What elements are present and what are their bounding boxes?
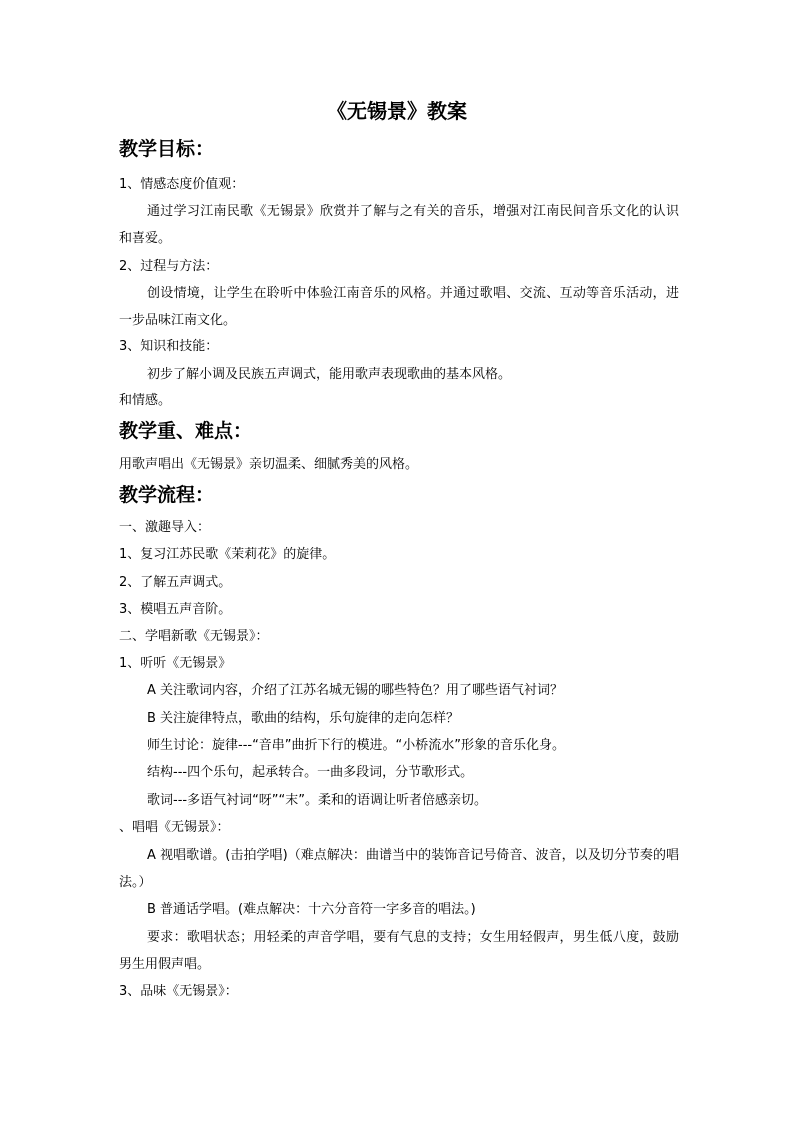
sing-item-b: B 普通话学唱。(难点解决：十六分音符一字多音的唱法。): [147, 902, 476, 917]
key-points-text: 用歌声唱出《无锡景》亲切温柔、细腻秀美的风格。: [119, 457, 419, 472]
process-part-1-label: 一、激趣导入：: [119, 520, 211, 535]
process-heading: 教学流程：: [119, 484, 215, 506]
sing-item-a: A 视唱歌谱。(击拍学唱)（难点解决：曲谱当中的装饰音记号倚音、波音，以及切分节奏的唱法。）: [119, 848, 679, 890]
discussion-text: 师生讨论：旋律---“音串”曲折下行的模进。“小桥流水”形象的音乐化身。: [147, 738, 566, 753]
objective-1-label: 1、情感态度价值观：: [119, 177, 245, 192]
taste-label: 3、品味《无锡景》：: [119, 984, 238, 999]
process-part-2-label: 二、学唱新歌《无锡景》：: [119, 629, 269, 644]
objective-3-tail: 和情感。: [119, 393, 172, 408]
sing-label: 、唱唱《无锡景》：: [119, 820, 230, 835]
objectives-heading: 教学目标：: [119, 138, 215, 160]
requirement-text: 要求：歌唱状态；用轻柔的声音学唱，要有气息的支持；女生用轻假声，男生低八度，鼓励男生用假声唱。: [119, 930, 679, 972]
objective-1-text: 通过学习江南民歌《无锡景》欣赏并了解与之有关的音乐，增强对江南民间音乐文化的认识和喜爱。: [119, 204, 679, 246]
process-part-1-step-3: 3、模唱五声音阶。: [119, 602, 232, 617]
lyrics-text: 歌词---多语气衬词“呀”“末”。柔和的语调让听者倍感亲切。: [147, 793, 488, 808]
listen-label: 1、听听《无锡景》: [119, 656, 232, 671]
structure-text: 结构---四个乐句，起承转合。一曲多段词，分节歌形式。: [147, 765, 474, 780]
key-points-heading: 教学重、难点：: [119, 420, 253, 442]
objective-2-label: 2、过程与方法：: [119, 259, 219, 274]
process-part-1-step-2: 2、了解五声调式。: [119, 575, 232, 590]
listen-item-b: B 关注旋律特点，歌曲的结构，乐句旋律的走向怎样？: [147, 711, 460, 726]
objective-2-text: 创设情境，让学生在聆听中体验江南音乐的风格。并通过歌唱、交流、互动等音乐活动，进一步品味江南文化。: [119, 286, 679, 328]
objective-3-text: 初步了解小调及民族五声调式，能用歌声表现歌曲的基本风格。: [147, 367, 512, 382]
document-title: 《无锡景》教案: [327, 99, 467, 123]
objective-3-label: 3、知识和技能：: [119, 339, 219, 354]
process-part-1-step-1: 1、复习江苏民歌《茉莉花》的旋律。: [119, 547, 336, 562]
listen-item-a: A 关注歌词内容，介绍了江苏名城无锡的哪些特色？用了哪些语气衬词？: [147, 683, 564, 698]
